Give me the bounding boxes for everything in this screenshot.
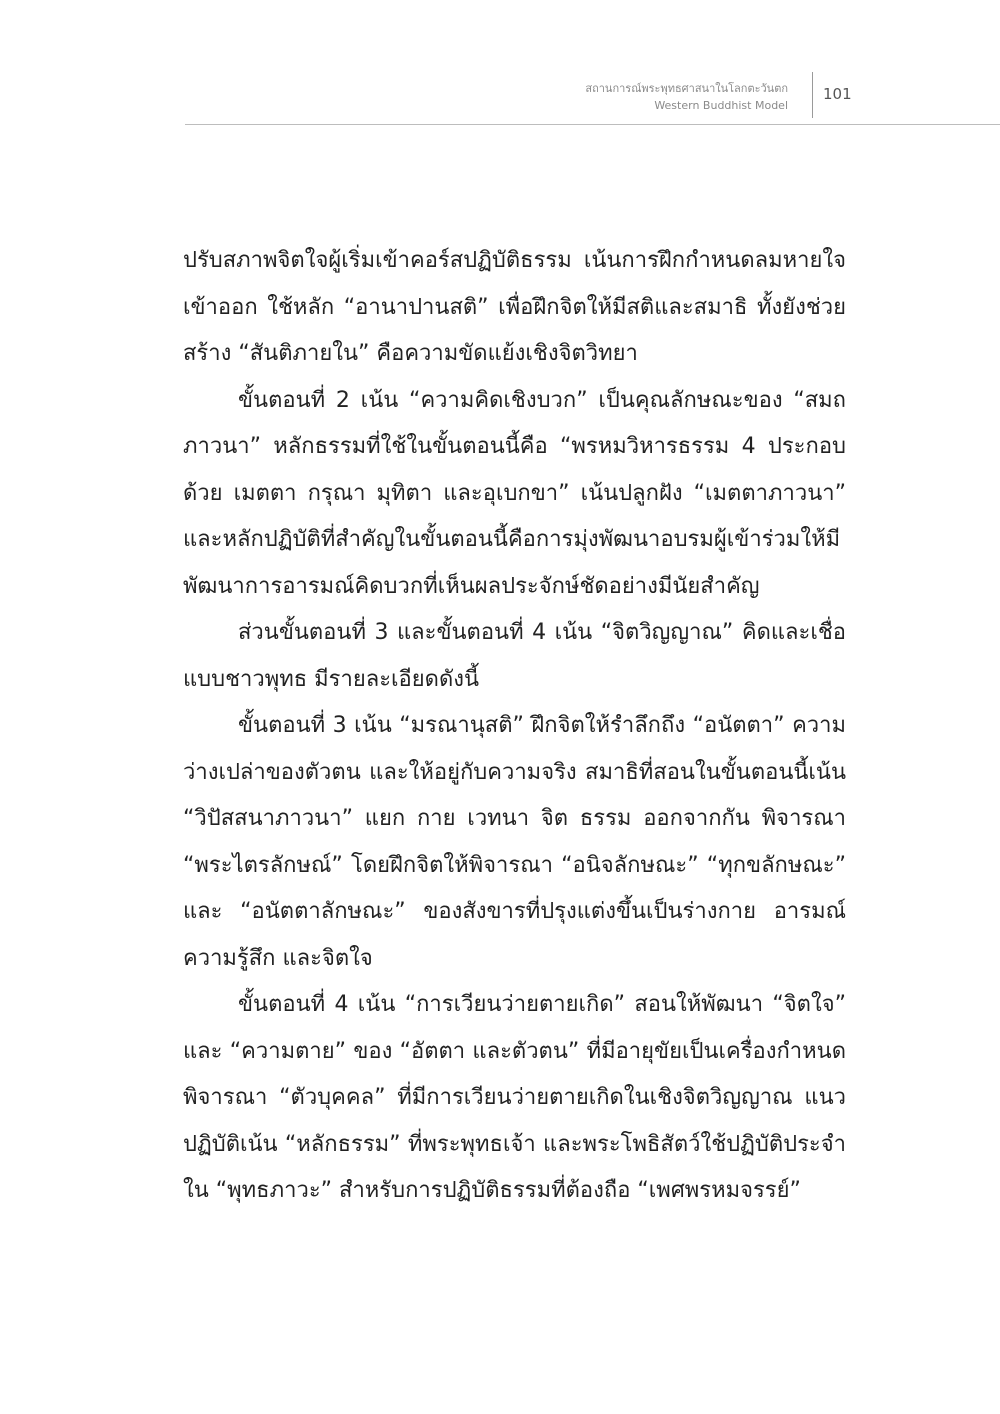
paragraph-continuation: ปรับสภาพจิตใจผู้เริ่มเข้าคอร์สปฏิบัติธรรม เน้นการฝึกกำหนดลมหายใจเข้าออก ใช้หลัก “อานาปานสติ” เพื่อฝึกจิตให้มีสติและสมาธิ ทั้งยังช่วยสร้าง “สันติภายใน” คือความขัดแย้งเชิงจิตวิทยา xyxy=(183,248,846,366)
header-rule xyxy=(185,124,1000,125)
paragraph-step-4: ขั้นตอนที่ 4 เน้น “การเวียนว่ายตายเกิด” สอนให้พัฒนา “จิตใจ” และ “ความตาย” ของ “อัตตา และตัวตน” ที่มีอายุขัยเป็นเครื่องกำหนดพิจารณา “ตัวบุคคล” ที่มีการเวียนว่ายตายเกิดในเชิงจิตวิญญาณ แนวปฏิบัติเน้น “หลักธรรม” ที่พระพุทธเจ้า และพระโพธิสัตว์ใช้ปฏิบัติประจำใน “พุทธภาวะ” สำหรับการปฏิบัติธรรมที่ต้องถือ “เพศพรหมจรรย์” xyxy=(183,992,846,1203)
running-header-title-thai: สถานการณ์พระพุทธศาสนาในโลกตะวันตก xyxy=(585,82,788,95)
page-header xyxy=(0,0,1000,130)
paragraph-steps-3-4-intro: ส่วนขั้นตอนที่ 3 และขั้นตอนที่ 4 เน้น “จิตวิญญาณ” คิดและเชื่อแบบชาวพุทธ มีรายละเอียดดังนี้ xyxy=(183,620,846,692)
paragraph-step-3: ขั้นตอนที่ 3 เน้น “มรณานุสติ” ฝึกจิตให้รำลึกถึง “อนัตตา” ความว่างเปล่าของตัวตน และให้อยู่กับความจริง สมาธิที่สอนในขั้นตอนนี้เน้น “วิปัสสนาภาวนา” แยก กาย เวทนา จิต ธรรม ออกจากกัน พิจารณา “พระไตรลักษณ์” โดยฝึกจิตให้พิจารณา “อนิจลักษณะ” “ทุกขลักษณะ” และ “อนัตตาลักษณะ” ของสังขารที่ปรุงแต่งขึ้นเป็นร่างกาย อารมณ์ ความรู้สึก และจิตใจ xyxy=(183,713,846,971)
running-header xyxy=(585,80,788,114)
header-vertical-divider xyxy=(812,72,813,118)
body-text xyxy=(183,238,846,1215)
paragraph-step-2: ขั้นตอนที่ 2 เน้น “ความคิดเชิงบวก” เป็นคุณลักษณะของ “สมถภาวนา” หลักธรรมที่ใช้ในขั้นตอนนี้คือ “พรหมวิหารธรรม 4 ประกอบด้วย เมตตา กรุณา มุทิตา และอุเบกขา” เน้นปลูกฝัง “เมตตาภาวนา” และหลักปฏิบัติที่สำคัญในขั้นตอนนี้คือการมุ่งพัฒนาอบรมผู้เข้าร่วมให้มีพัฒนาการอารมณ์คิดบวกที่เห็นผลประจักษ์ชัดอย่างมีนัยสำคัญ xyxy=(183,387,846,599)
page-number: 101 xyxy=(823,85,852,103)
running-header-title-english: Western Buddhist Model xyxy=(654,99,788,112)
